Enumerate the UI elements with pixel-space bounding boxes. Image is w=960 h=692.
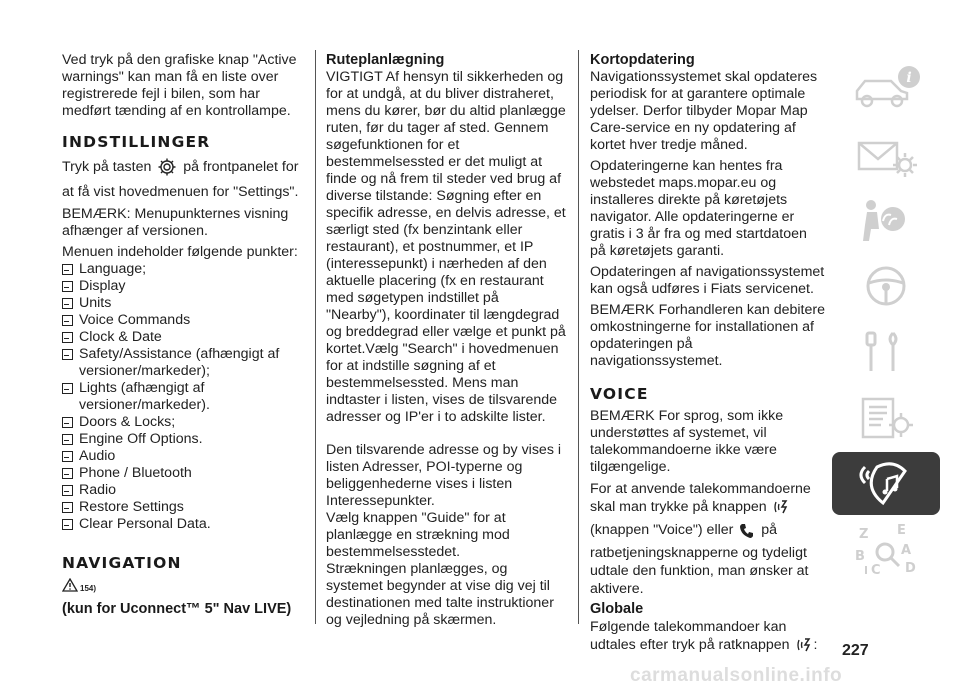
checkbox-bullet-icon: [62, 451, 73, 462]
tab-driving[interactable]: [832, 254, 940, 317]
indstillinger-heading: INDSTILLINGER: [62, 133, 211, 151]
globale-paragraph: Følgende talekommandoer kan udtales efter tryk på ratknappen :: [590, 618, 826, 659]
settings-instruction: Tryk på tasten på frontpanelet for at få vist hovedmenuen for "Settings".: [62, 159, 299, 200]
envelope-sun-icon: [849, 129, 923, 179]
map-update-paragraph-1: Navigationssystemet skal opdateres periodisk for at garantere optimale ydelser. Derfor tilbyder Mopar Map Care-service en ny opdatering af kortet hver tredje måned.: [590, 69, 818, 153]
checkbox-bullet-icon: [62, 349, 73, 360]
column-divider: [578, 50, 579, 624]
tab-multimedia[interactable]: [832, 452, 940, 515]
svg-text:i: i: [906, 69, 912, 86]
column-divider: [315, 50, 316, 624]
middle-column: [326, 52, 566, 629]
checkbox-bullet-icon: [62, 468, 73, 479]
route-paragraph-2: Den tilsvarende adresse og by vises i listen Adresser, POI-typerne og beliggenhederne vises i listen Interessepunkter.: [326, 442, 562, 509]
list-item: Units: [62, 295, 302, 312]
checkbox-bullet-icon: [62, 417, 73, 428]
settings-menu-list: [62, 261, 302, 533]
kortopdatering-heading: Kortopdatering: [590, 52, 695, 68]
chapter-tabs: [832, 56, 940, 584]
voice-command-icon: [796, 636, 812, 659]
tab-safety[interactable]: [832, 188, 940, 251]
tab-vehicle-info[interactable]: [832, 56, 940, 119]
checkbox-bullet-icon: [62, 502, 73, 513]
checkbox-bullet-icon: [62, 264, 73, 275]
alphabet-index-icon: [849, 522, 923, 578]
steering-wheel-icon: [849, 261, 923, 311]
car-info-icon: [849, 63, 923, 113]
phone-icon: [739, 523, 755, 544]
list-item: Doors & Locks;: [62, 414, 302, 431]
page-number: 227: [842, 642, 869, 659]
index-letter: C: [871, 562, 881, 578]
list-item: Clock & Date: [62, 329, 302, 346]
bemaerk-note: BEMÆRK: Menupunkternes visning afhænger af versionen.: [62, 206, 289, 239]
list-item: Display: [62, 278, 302, 295]
list-item: Lights (afhængigt af versioner/markeder).: [62, 380, 302, 414]
warning-triangle-icon: [62, 578, 78, 597]
intro-paragraph: Ved tryk på den grafiske knap "Active warnings" kan man få en liste over registrerede fejl i bilen, som har medført tænding af en kontrollampe.: [62, 52, 297, 119]
index-letter: A: [901, 542, 912, 558]
index-letter: D: [905, 560, 916, 576]
list-item: Audio: [62, 448, 302, 465]
voice-paragraph-1: BEMÆRK For sprog, som ikke understøttes af systemet, vil talekommandoerne ikke være tilgængelige.: [590, 408, 784, 475]
list-item: Radio: [62, 482, 302, 499]
list-item: Phone / Bluetooth: [62, 465, 302, 482]
settings-gear-icon: [157, 157, 177, 183]
checkbox-bullet-icon: [62, 315, 73, 326]
warning-reference: 154): [62, 576, 302, 597]
navigation-subheading: (kun for Uconnect™ 5" Nav LIVE): [62, 601, 292, 617]
checkbox-bullet-icon: [62, 298, 73, 309]
checkbox-bullet-icon: [62, 332, 73, 343]
ruteplanlaegning-heading: Ruteplanlægning: [326, 52, 445, 68]
list-item: Restore Settings: [62, 499, 302, 516]
map-update-paragraph-4: BEMÆRK Forhandleren kan debitere omkostningerne for installationen af opdateringen på navigationssystemet.: [590, 302, 826, 369]
list-item: Voice Commands: [62, 312, 302, 329]
voice-command-icon: [773, 498, 789, 521]
route-paragraph-1: VIGTIGT Af hensyn til sikkerheden og for at undgå, at du bliver distraheret, mens du kører, bør du altid planlægge ruten, før du tager af sted. Gennem søgefunktionen for et bestemmelsessted er det muligt at finde og nå frem til steder ved brug af diverse tilstande: Søgning efter en specifik adresse, en delvis adresse, et særligt sted (fx benzintank eller restaurant), et postnummer, et IP (interessepunkt) i nærheden af den aktuelle placering (fx en restaurant med søgetypen indstillet på "Nearby"), koordinater til længdegrad og breddegrad eller vælge et punkt på kortet.Vælg "Search" i hovedmenuen for at indstille søgning af et bestemmelsessted. Mens man indtaster i listen, vises de tilsvarende adresser og IP'er i to adskilte lister.: [326, 69, 566, 425]
menu-intro: Menuen indeholder følgende punkter:: [62, 244, 298, 260]
left-column: [62, 52, 302, 618]
tab-index[interactable]: [832, 518, 940, 581]
index-letter: E: [897, 522, 906, 538]
tab-warnings[interactable]: [832, 122, 940, 185]
index-letter: Z: [859, 526, 869, 542]
index-letter: B: [855, 548, 865, 564]
right-column: [590, 52, 826, 659]
list-item: Language;: [62, 261, 302, 278]
tab-technical-data[interactable]: [832, 386, 940, 449]
multimedia-icon: [849, 457, 923, 511]
list-item: Engine Off Options.: [62, 431, 302, 448]
document-gear-icon: [849, 393, 923, 443]
tab-maintenance[interactable]: [832, 320, 940, 383]
checkbox-bullet-icon: [62, 383, 73, 394]
map-update-paragraph-3: Opdateringen af navigationssystemet kan også udføres i Fiats servicenet.: [590, 264, 825, 297]
checkbox-bullet-icon: [62, 519, 73, 530]
map-update-paragraph-2: Opdateringerne kan hentes fra webstedet maps.mopar.eu og installeres direkte på køretøjets navigator. Alle opdateringerne er gratis i 3 år fra og med startdatoen på køretøjets garanti.: [590, 158, 807, 259]
checkbox-bullet-icon: [62, 281, 73, 292]
wrench-icon: [849, 327, 923, 377]
voice-heading: VOICE: [590, 385, 649, 403]
route-paragraph-3: Vælg knappen "Guide" for at planlægge en strækning mod bestemmelsesstedet.: [326, 510, 510, 560]
list-item: Clear Personal Data.: [62, 516, 302, 533]
airbag-person-icon: [849, 195, 923, 245]
voice-paragraph-2: For at anvende talekommandoerne skal man trykke på knappen (knappen "Voice") eller på ratbetjeningsknapperne og tydeligt udtale den funktion, man ønsker at aktivere.: [590, 481, 811, 597]
checkbox-bullet-icon: [62, 485, 73, 496]
list-item: Safety/Assistance (afhængigt af versioner/markeder);: [62, 346, 302, 380]
navigation-heading: NAVIGATION: [62, 554, 182, 572]
globale-heading: Globale: [590, 601, 644, 617]
checkbox-bullet-icon: [62, 434, 73, 445]
route-paragraph-4: Strækningen planlægges, og systemet begynder at vise dig vej til destinationen med talte instruktioner og vejledning på skærmen.: [326, 561, 554, 628]
watermark: carmanualsonline.info: [630, 665, 843, 686]
